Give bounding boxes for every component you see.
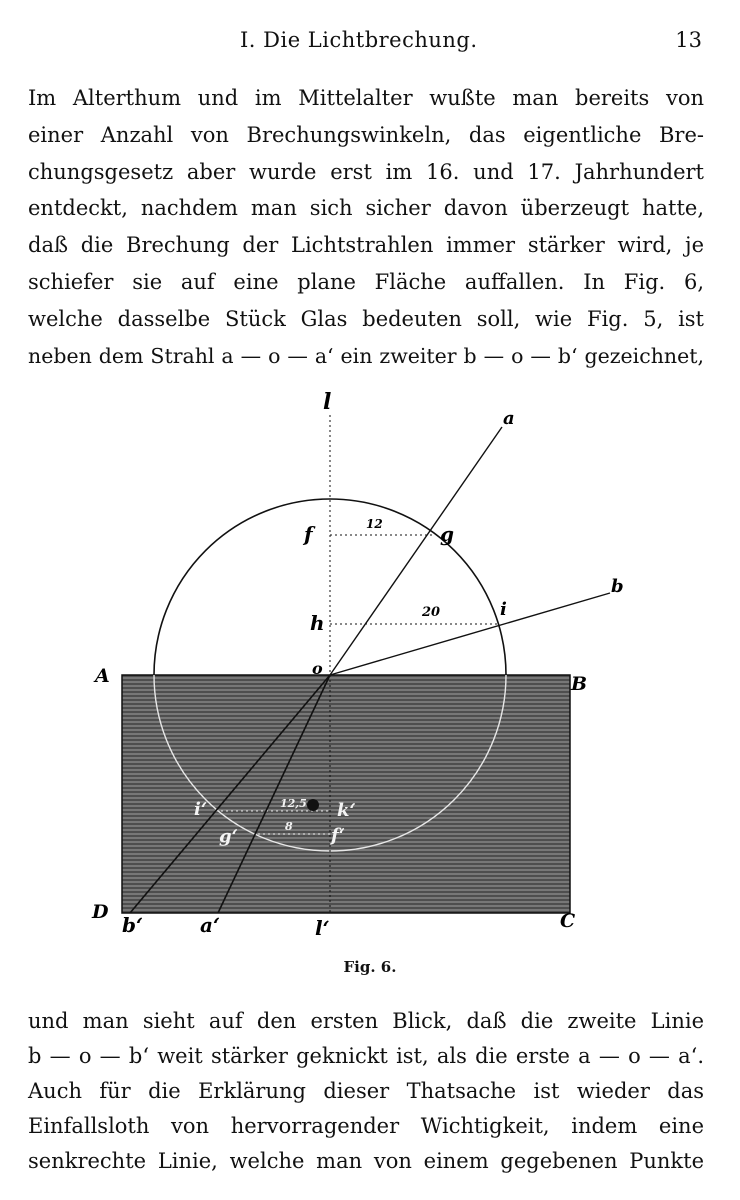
label-D: D <box>92 901 109 923</box>
text-line: senkrechte Linie, welche man von einem gegebenen Punkte <box>28 1149 704 1173</box>
page-header <box>0 22 740 58</box>
text-line: schiefer sie auf eine plane Fläche auffallen. In Fig. 6, <box>28 269 704 294</box>
label-12-5: 12,5 <box>280 797 307 810</box>
text-line: b — o — b‘ weit stärker geknickt ist, als die erste a — o — a‘. <box>28 1044 704 1068</box>
label-a: a <box>503 408 515 429</box>
text-line: Auch für die Erklärung dieser Thatsache ist wieder das <box>28 1079 704 1103</box>
label-l: l <box>323 389 332 415</box>
label-f: f <box>304 522 313 546</box>
figure-caption: Fig. 6. <box>343 958 397 976</box>
label-b-prime: b‘ <box>122 913 143 935</box>
label-8: 8 <box>285 820 293 833</box>
label-f-prime: f‘ <box>331 825 346 846</box>
label-k-prime: k‘ <box>337 800 356 821</box>
ray-a <box>330 427 502 675</box>
label-12: 12 <box>366 517 383 531</box>
text-line: neben dem Strahl a — o — a‘ ein zweiter b — o — b‘ gezeichnet, <box>28 343 704 368</box>
label-l-prime: l‘ <box>315 916 330 935</box>
label-g: g <box>440 522 454 546</box>
ray-b <box>330 593 610 675</box>
text-line: Im Alterthum und im Mittelalter wußte man bereits von <box>28 86 704 110</box>
diagram-svg <box>0 375 740 935</box>
page-number: 13 <box>675 28 702 52</box>
label-g-prime: g‘ <box>219 826 238 847</box>
label-i: i <box>500 599 507 620</box>
label-a-prime: a‘ <box>200 913 220 935</box>
text-line: welche dasselbe Stück Glas bedeuten soll, wie Fig. 5, ist <box>28 306 704 331</box>
label-b: b <box>611 576 624 597</box>
label-h: h <box>310 611 325 635</box>
running-title: I. Die Lichtbrechung. <box>240 28 478 52</box>
text-line: und man sieht auf den ersten Blick, daß die zweite Linie <box>28 1009 704 1033</box>
figure-6-refraction-diagram <box>0 375 740 935</box>
label-C: C <box>560 910 576 932</box>
text-line: daß die Brechung der Lichtstrahlen immer stärker wird, je <box>28 233 704 258</box>
ink-dot <box>307 799 319 811</box>
label-20: 20 <box>422 605 441 620</box>
text-line: einer Anzahl von Brechungswinkeln, das eigentliche Bre- <box>28 122 704 147</box>
text-line: entdeckt, nachdem man sich sicher davon überzeugt hatte, <box>28 196 704 221</box>
label-A: A <box>95 665 110 687</box>
text-line: chungsgesetz aber wurde erst im 16. und 17. Jahrhundert <box>28 159 704 184</box>
text-line: Einfallsloth von hervorragender Wichtigkeit, indem eine <box>28 1114 704 1138</box>
paragraph-bottom <box>28 1004 704 1179</box>
label-B: B <box>571 673 588 695</box>
label-i-prime: i‘ <box>194 799 208 820</box>
paragraph-top <box>28 80 704 374</box>
label-o: o <box>312 659 323 678</box>
